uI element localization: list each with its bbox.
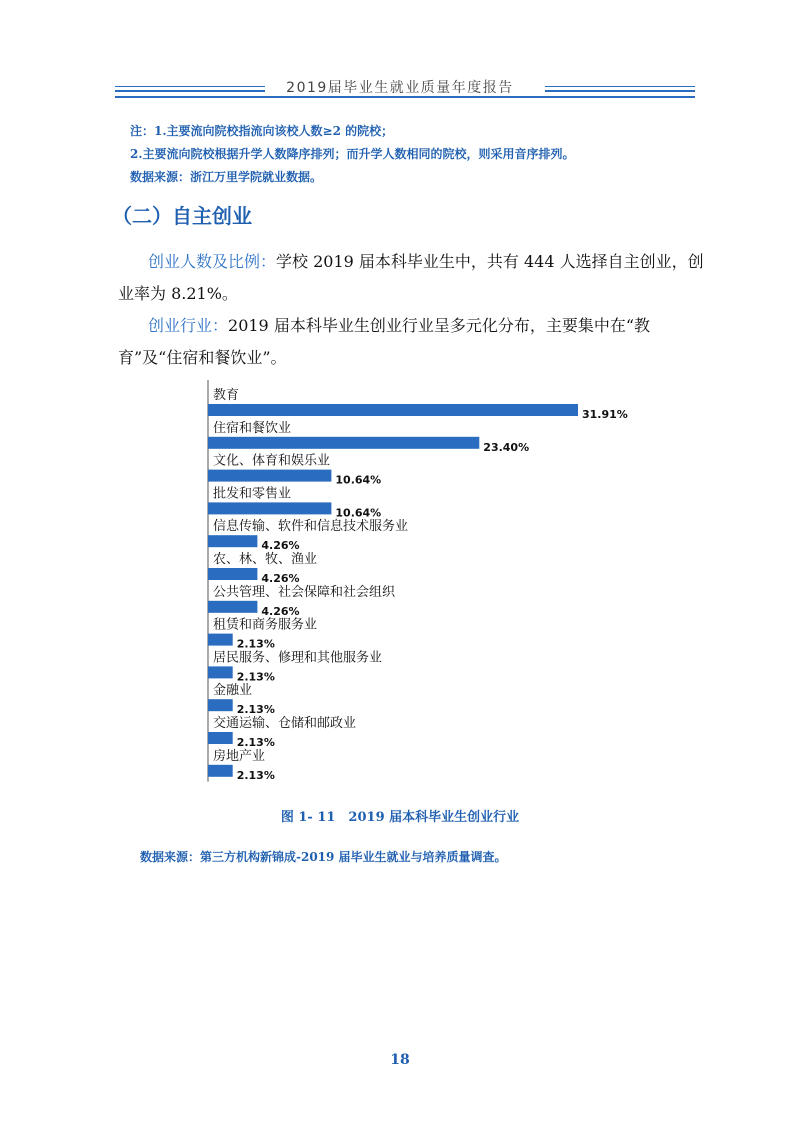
header-rule-right-thick [545, 90, 695, 92]
bar [208, 568, 257, 580]
category-label: 交通运输、仓储和邮政业 [213, 716, 357, 731]
note-line-3: 数据来源：浙江万里学院就业数据。 [130, 170, 323, 184]
category-label: 租赁和商务服务业 [213, 617, 318, 633]
category-label: 文化、体育和娱乐业 [213, 453, 331, 469]
bar [208, 601, 257, 613]
bar [208, 765, 233, 777]
data-label: 10.64% [335, 473, 382, 487]
paragraph-label: 创业行业： [148, 316, 229, 335]
data-label: 4.26% [261, 572, 300, 585]
category-label: 房地产业 [213, 748, 266, 764]
bar [208, 470, 331, 482]
category-label: 信息传输、软件和信息技术服务业 [213, 519, 409, 535]
bar [208, 699, 233, 711]
data-label: 31.91% [582, 408, 628, 421]
paragraph-label: 创业人数及比例： [148, 252, 277, 271]
data-label: 4.26% [261, 539, 300, 553]
paragraph-startup-count [118, 246, 708, 310]
header-rule-left-thin [115, 86, 265, 87]
data-label: 2.13% [236, 736, 275, 749]
category-label: 金融业 [213, 683, 253, 699]
category-label: 居民服务、修理和其他服务业 [213, 650, 383, 666]
note-line-1: 注：1.主要流向院校指流向该校人数≥2 的院校； [130, 124, 394, 138]
bar [208, 634, 233, 646]
bar [208, 732, 233, 744]
bar [208, 437, 479, 449]
data-label: 2.13% [236, 670, 275, 684]
data-label: 10.64% [335, 506, 382, 520]
category-label: 批发和零售业 [213, 486, 292, 502]
note-line-2: 2.主要流向院校根据升学人数降序排列；而升学人数相同的院校，则采用音序排列。 [130, 147, 575, 161]
bar [208, 404, 578, 416]
category-label: 公共管理、社会保障和社会组织 [213, 584, 396, 600]
bar [208, 535, 257, 547]
header-rule-full [115, 96, 695, 98]
data-label: 2.13% [236, 703, 275, 717]
bar [208, 502, 331, 514]
data-label: 2.13% [236, 637, 275, 651]
header-rule-left-thick [115, 90, 265, 92]
category-label: 教育 [213, 388, 240, 403]
section-title: （二）自主创业 [112, 204, 252, 228]
bar [208, 666, 233, 678]
industry-bar-chart [200, 378, 628, 782]
data-label: 4.26% [261, 604, 300, 618]
paragraph-text: 学校 2019 届本科毕业生中，共有 444 人选择自主创业，创业率为 8.21%。 [118, 252, 704, 303]
category-label: 农、林、牧、渔业 [213, 552, 318, 567]
category-label: 住宿和餐饮业 [213, 420, 292, 436]
paragraph-startup-industry [118, 310, 708, 374]
figure-caption: 图 1- 11 2019 届本科毕业生创业行业 [280, 810, 520, 825]
data-source: 数据来源：第三方机构新锦成-2019 届毕业生就业与培养质量调查。 [140, 850, 507, 864]
data-label: 2.13% [236, 768, 275, 782]
report-header-title: 2019届毕业生就业质量年度报告 [286, 80, 514, 96]
page-number: 18 [390, 1052, 410, 1068]
paragraph-text: 2019 届本科毕业生创业行业呈多元化分布，主要集中在“教育”及“住宿和餐饮业”。 [118, 316, 651, 367]
data-label: 23.40% [483, 440, 530, 454]
header-rule-right-thin [545, 86, 695, 87]
